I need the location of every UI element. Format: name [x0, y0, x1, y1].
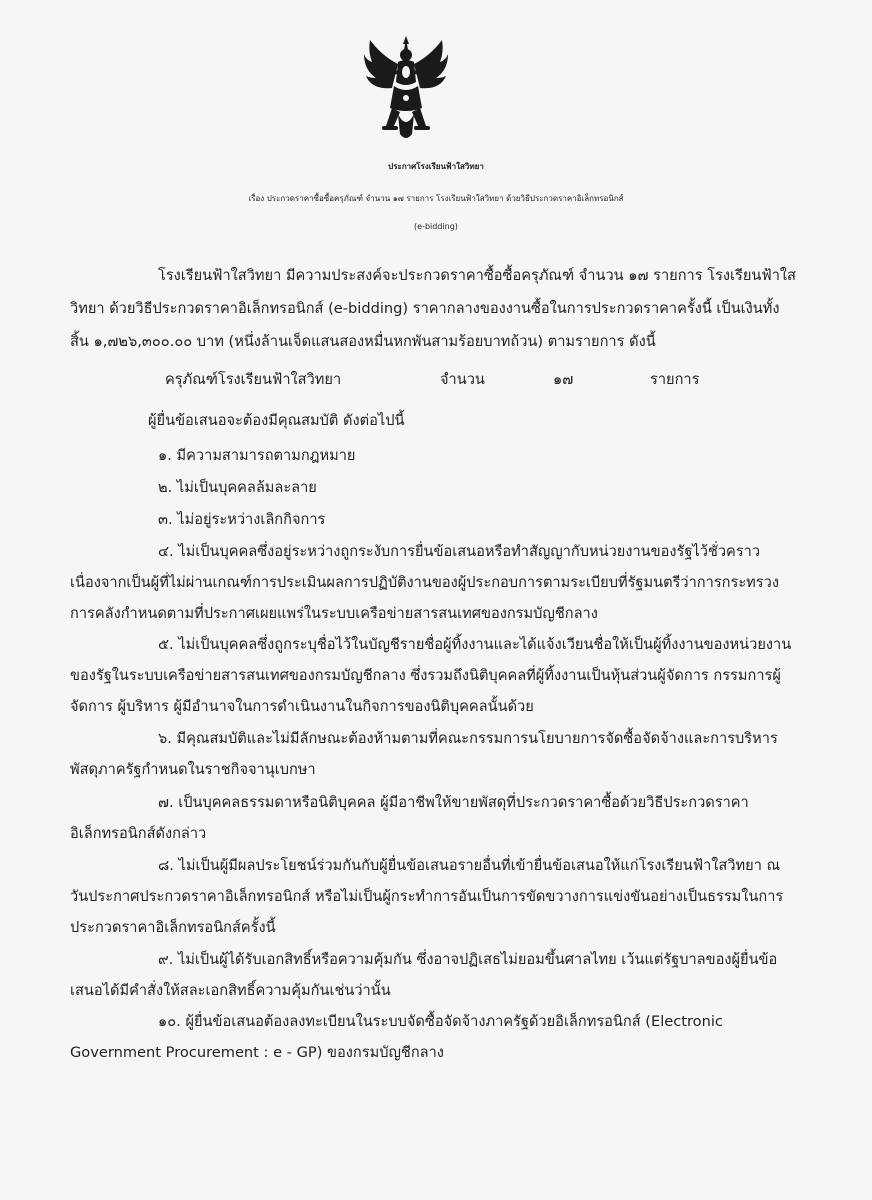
- qualification-10-line2: Government Procurement : e - GP) ของกรมบัญชีกลาง: [70, 1044, 444, 1061]
- announcement-subject-line1: เรื่อง ประกวดราคาซื้อซื้อครุภัณฑ์ จำนวน ๑๗ รายการ โรงเรียนฟ้าใสวิทยา ด้วยวิธีประกวดราคาอิเล็กทรอนิกส์: [248, 194, 624, 203]
- qualification-4-line2: เนื่องจากเป็นผู้ที่ไม่ผ่านเกณฑ์การประเมินผลการปฏิบัติงานของผู้ประกอบการตามระเบียบที่รัฐมนตรีว่าการกระทรวง: [70, 574, 779, 591]
- announcement-subject-line2: (e-bidding): [414, 222, 458, 231]
- qualifications-heading: ผู้ยื่นข้อเสนอจะต้องมีคุณสมบัติ ดังต่อไปนี้: [148, 412, 405, 429]
- item-qty-label: จำนวน: [440, 371, 485, 388]
- qualification-7-line2: อิเล็กทรอนิกส์ดังกล่าว: [70, 825, 207, 842]
- qualification-7-line1: ๗. เป็นบุคคลธรรมดาหรือนิติบุคคล ผู้มีอาชีพให้ขายพัสดุที่ประกวดราคาซื้อด้วยวิธีประกวดราคา: [158, 794, 749, 811]
- qualification-10-line1: ๑๐. ผู้ยื่นข้อเสนอต้องลงทะเบียนในระบบจัดซื้อจัดจ้างภาครัฐด้วยอิเล็กทรอนิกส์ (Electronic: [158, 1013, 723, 1030]
- qualification-5-line1: ๕. ไม่เป็นบุคคลซึ่งถูกระบุชื่อไว้ในบัญชีรายชื่อผู้ทิ้งงานและได้แจ้งเวียนชื่อให้เป็นผู้ทิ้งงานของหน่วยงาน: [158, 636, 792, 653]
- qualification-9-line1: ๙. ไม่เป็นผู้ได้รับเอกสิทธิ์หรือความคุ้มกัน ซึ่งอาจปฏิเสธไม่ยอมขึ้นศาลไทย เว้นแต่รัฐบาลของผู้ยื่นข้อ: [158, 951, 778, 968]
- item-name: ครุภัณฑ์โรงเรียนฟ้าใสวิทยา: [165, 371, 342, 388]
- qualification-4-line3: การคลังกำหนดตามที่ประกาศเผยแพร่ในระบบเครือข่ายสารสนเทศของกรมบัญชีกลาง: [70, 605, 598, 622]
- announcement-title: ประกาศโรงเรียนฟ้าใสวิทยา: [388, 162, 484, 171]
- qualification-5-line3: จัดการ ผู้บริหาร ผู้มีอำนาจในการดำเนินงานในกิจการของนิติบุคคลนั้นด้วย: [70, 698, 534, 715]
- qualification-4-line1: ๔. ไม่เป็นบุคคลซึ่งอยู่ระหว่างถูกระงับการยื่นข้อเสนอหรือทำสัญญากับหน่วยงานของรัฐไว้ชั่วคราว: [158, 543, 761, 560]
- qualification-8-line1: ๘. ไม่เป็นผู้มีผลประโยชน์ร่วมกันกับผู้ยื่นข้อเสนอรายอื่นที่เข้ายื่นข้อเสนอให้แก่โรงเรียนฟ้าใสวิทยา ณ: [158, 857, 781, 874]
- intro-line2: วิทยา ด้วยวิธีประกวดราคาอิเล็กทรอนิกส์ (e-bidding) ราคากลางของงานซื้อในการประกวดราคาครั้งนี้ เป็นเงินทั้ง: [70, 300, 780, 317]
- qualification-6-line1: ๖. มีคุณสมบัติและไม่มีลักษณะต้องห้ามตามที่คณะกรรมการนโยบายการจัดซื้อจัดจ้างและการบริหาร: [158, 730, 778, 747]
- qualification-6-line2: พัสดุภาครัฐกำหนดในราชกิจจานุเบกษา: [70, 761, 316, 778]
- garuda-emblem-icon: [362, 34, 450, 144]
- qualification-2: ๒. ไม่เป็นบุคคลล้มละลาย: [158, 479, 317, 496]
- item-unit: รายการ: [650, 371, 700, 388]
- qualification-1: ๑. มีความสามารถตามกฎหมาย: [158, 447, 356, 464]
- qualification-8-line2: วันประกาศประกวดราคาอิเล็กทรอนิกส์ หรือไม่เป็นผู้กระทำการอันเป็นการขัดขวางการแข่งขันอย่างเป็นธรรมในการ: [70, 888, 784, 905]
- intro-line1: โรงเรียนฟ้าใสวิทยา มีความประสงค์จะประกวดราคาซื้อซื้อครุภัณฑ์ จำนวน ๑๗ รายการ โรงเรียนฟ้าใส: [158, 267, 796, 284]
- qualification-3: ๓. ไม่อยู่ระหว่างเลิกกิจการ: [158, 511, 326, 528]
- qualification-9-line2: เสนอได้มีคำสั่งให้สละเอกสิทธิ์ความคุ้มกันเช่นว่านั้น: [70, 982, 391, 999]
- qualification-8-line3: ประกวดราคาอิเล็กทรอนิกส์ครั้งนี้: [70, 919, 276, 936]
- item-qty: ๑๗: [553, 371, 574, 388]
- intro-line3: สิ้น ๑,๗๒๖,๓๐๐.๐๐ บาท (หนึ่งล้านเจ็ดแสนสองหมื่นหกพันสามร้อยบาทถ้วน) ตามรายการ ดังนี้: [70, 333, 656, 350]
- qualification-5-line2: ของรัฐในระบบเครือข่ายสารสนเทศของกรมบัญชีกลาง ซึ่งรวมถึงนิติบุคคลที่ผู้ทิ้งงานเป็นหุ้นส่วนผู้จัดการ กรรมการผู้: [70, 667, 781, 684]
